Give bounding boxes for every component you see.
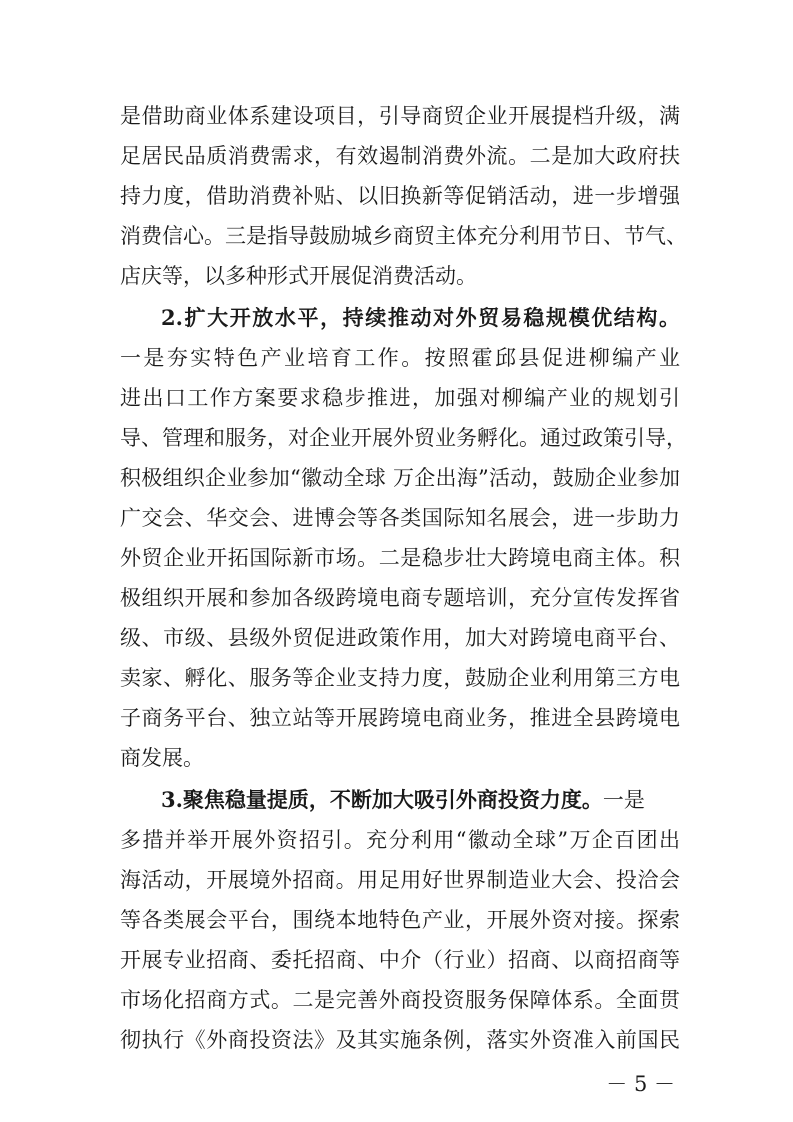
paragraph-line: 开展专业招商、委托招商、中介（行业）招商、以商招商等 <box>120 948 680 972</box>
paragraph-line: 极组织开展和参加各级跨境电商专题培训，充分宣传发挥省 <box>120 586 680 610</box>
paragraph-line: 一是夯实特色产业培育工作。按照霍邱县促进柳编产业 <box>120 346 680 370</box>
paragraph-line: 市场化招商方式。二是完善外商投资服务保障体系。全面贯 <box>120 988 680 1012</box>
paragraph-line: 持力度，借助消费补贴、以旧换新等促销活动，进一步增强 <box>120 184 680 208</box>
heading-run-in-text: 一是 <box>602 788 645 812</box>
paragraph-line: 彻执行《外商投资法》及其实施条例，落实外资准入前国民 <box>120 1028 680 1052</box>
paragraph-line: 级、市级、县级外贸促进政策作用，加大对跨境电商平台、 <box>120 626 680 650</box>
paragraph-line: 足居民品质消费需求，有效遏制消费外流。二是加大政府扶 <box>120 144 680 168</box>
paragraph-line: 积极组织企业参加“徽动全球 万企出海”活动，鼓励企业参加 <box>120 466 680 490</box>
paragraph-line: 等各类展会平台，围绕本地特色产业，开展外资对接。探索 <box>120 908 680 932</box>
paragraph-line: 卖家、孵化、服务等企业支持力度，鼓励企业利用第三方电 <box>120 666 680 690</box>
paragraph-line: 广交会、华交会、进博会等各类国际知名展会，进一步助力 <box>120 506 680 530</box>
paragraph-line: 导、管理和服务，对企业开展外贸业务孵化。通过政策引导， <box>120 426 687 450</box>
section-heading-2: 2.扩大开放水平，持续推动对外贸易稳规模优结构。 <box>161 305 680 330</box>
paragraph-line: 进出口工作方案要求稳步推进，加强对柳编产业的规划引 <box>120 386 680 410</box>
paragraph-line: 海活动，开展境外招商。用足用好世界制造业大会、投洽会 <box>120 868 680 892</box>
paragraph-line: 消费信心。三是指导鼓励城乡商贸主体充分利用节日、节气、 <box>120 224 687 248</box>
section-heading-3-line <box>161 780 680 820</box>
section-heading-3: 3.聚焦稳量提质，不断加大吸引外商投资力度。 <box>161 787 603 812</box>
paragraph-line: 子商务平台、独立站等开展跨境电商业务，推进全县跨境电 <box>120 706 680 730</box>
paragraph-line: 店庆等，以多种形式开展促消费活动。 <box>120 264 477 288</box>
page-number: － 5 － <box>606 1072 675 1096</box>
paragraph-line: 是借助商业体系建设项目，引导商贸企业开展提档升级，满 <box>120 104 680 128</box>
paragraph-line: 多措并举开展外资招引。充分利用“徽动全球”万企百团出 <box>120 828 680 852</box>
paragraph-line: 商发展。 <box>120 746 204 770</box>
paragraph-line: 外贸企业开拓国际新市场。二是稳步壮大跨境电商主体。积 <box>120 546 680 570</box>
